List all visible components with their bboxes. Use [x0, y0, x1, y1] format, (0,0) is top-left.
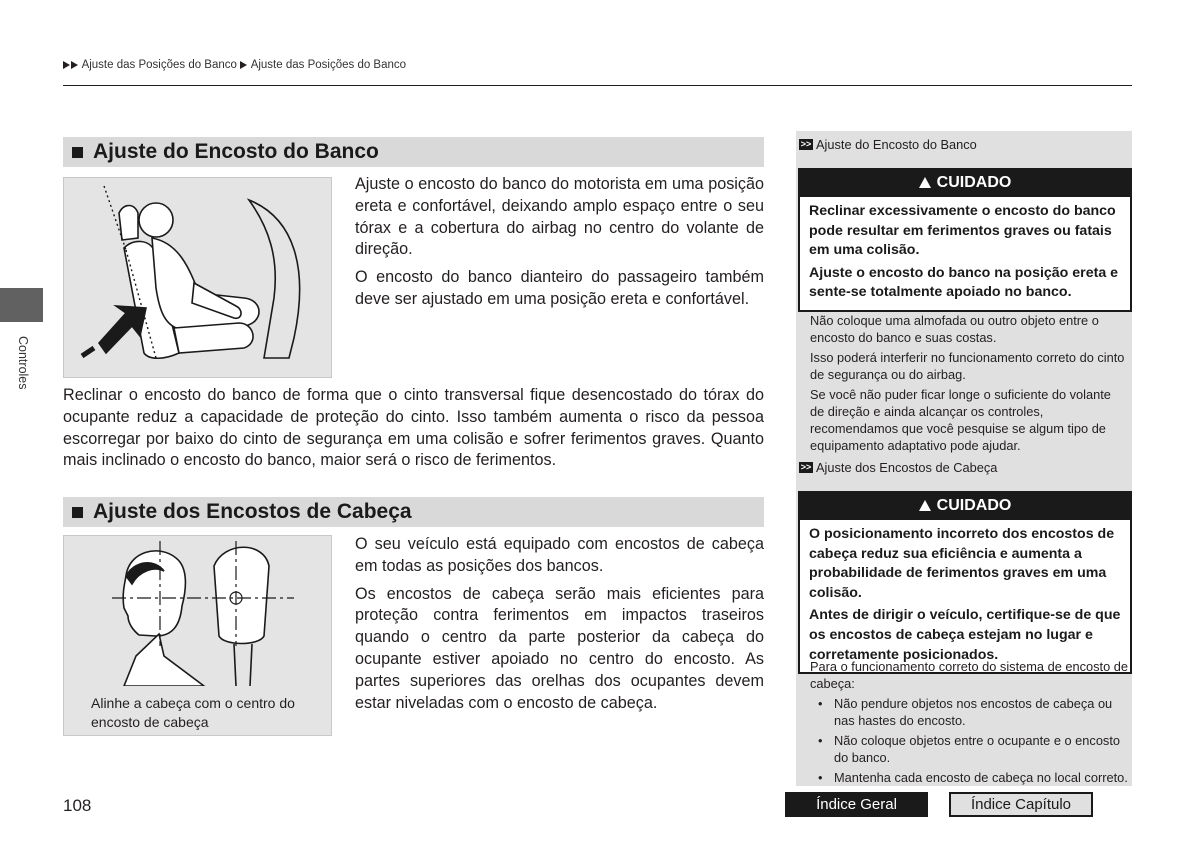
breadcrumb-item[interactable]: Ajuste das Posições do Banco [250, 59, 407, 71]
xref-label: Ajuste do Encosto do Banco [816, 137, 977, 152]
section-heading-text: Ajuste dos Encostos de Cabeça [93, 500, 412, 523]
note-paragraph: Não coloque uma almofada ou outro objeto entre o encosto do banco e suas costas. [810, 313, 1099, 345]
figure-caption: Alinhe a cabeça com o centro do encosto de cabeça [91, 695, 295, 730]
section1-full-paragraph [63, 385, 764, 478]
seatback-figure-icon [64, 178, 331, 377]
xref-arrow-icon: >> [800, 139, 812, 149]
breadcrumb-arrow-icon [71, 61, 78, 69]
general-index-button[interactable]: Índice Geral [785, 792, 928, 817]
breadcrumb-item[interactable]: Ajuste das Posições do Banco [81, 59, 237, 71]
xref-link-seat-back[interactable] [799, 137, 977, 152]
section-heading-head-restraints [63, 497, 764, 527]
list-item: • Não pendure objetos nos encostos de cabeça ou nas hastes do encosto. [810, 695, 1132, 729]
chapter-tab-label-text: Controles [16, 336, 30, 390]
heading-square-icon [72, 147, 83, 158]
page-number: 108 [63, 796, 92, 815]
chapter-tab-marker [0, 288, 43, 322]
breadcrumb-arrow-icon [63, 61, 70, 69]
caution-title: CUIDADO [936, 173, 1012, 191]
xref-link-head-restraints[interactable] [799, 460, 997, 475]
paragraph: Reclinar o encosto do banco de forma que o cinto transversal fique desencostado do tórax do ocupante reduz a capacidade de proteção do cinto. Isso também aumenta o risco da pessoa escorregar por baixo do cinto de segurança em uma colisão e sofrer ferimentos graves. Quanto mais inclinado o encosto do banco, maior será o risco de ferimentos. [63, 386, 764, 470]
warning-triangle-icon [919, 500, 931, 511]
note-paragraph: Se você não puder ficar longe o suficiente do volante de direção e ainda alcançar os controles, recomendamos que você pesquise se algum tipo de equipamento adaptativo pode ajudar. [810, 387, 1111, 453]
section-heading-seat-back [63, 137, 764, 167]
sidebar-notes-2 [810, 658, 1132, 789]
warning-triangle-icon [919, 177, 931, 188]
header-divider [63, 85, 1132, 86]
caution-paragraph: Antes de dirigir o veículo, certifique-se de que os encostos de cabeça estejam no lugar e corretamente posicionados. [809, 607, 1121, 663]
head-restraint-illustration [63, 535, 332, 736]
note-bullet-list [810, 695, 1132, 786]
section-heading-text: Ajuste do Encosto do Banco [93, 140, 379, 163]
seat-back-illustration [63, 177, 332, 378]
caution-title: CUIDADO [936, 496, 1012, 514]
paragraph: Ajuste o encosto do banco do motorista em uma posição ereta e confortável, deixando amplo espaço entre o seu tórax e a cobertura do airbag no centro do volante de direção. [355, 175, 764, 259]
section1-text [355, 174, 764, 317]
caution-header [798, 168, 1132, 197]
xref-arrow-icon: >> [800, 462, 812, 472]
caution-header [798, 491, 1132, 520]
caution-body [798, 520, 1132, 674]
caution-box-2 [798, 491, 1132, 674]
paragraph: Os encostos de cabeça serão mais eficientes para proteção contra ferimentos em impactos traseiros quando o centro da parte posterior da cabeça do ocupante estiver apoiado no centro do encosto. As partes superiores das orelhas dos ocupantes devem estar niveladas com o encosto de cabeça. [355, 584, 764, 712]
note-paragraph: Isso poderá interferir no funcionamento correto do cinto de segurança ou do airbag. [810, 350, 1125, 382]
section2-text [355, 534, 764, 720]
paragraph: O seu veículo está equipado com encostos de cabeça em todas as posições dos bancos. [355, 535, 764, 575]
chapter-tab-label [14, 336, 34, 416]
sidebar-notes-1 [810, 312, 1126, 457]
caution-body [798, 197, 1132, 312]
breadcrumb-arrow-icon [240, 61, 247, 69]
paragraph: O encosto do banco dianteiro do passageiro também deve ser ajustado em uma posição ereta e confortável. [355, 268, 764, 308]
chapter-index-button[interactable]: Índice Capítulo [949, 792, 1093, 817]
caution-box-1 [798, 168, 1132, 312]
xref-label: Ajuste dos Encostos de Cabeça [816, 460, 998, 475]
caution-paragraph: O posicionamento incorreto dos encostos de cabeça reduz sua eficiência e aumenta a probabilidade de ferimentos graves em uma colisão. [809, 526, 1115, 601]
caution-paragraph: Ajuste o encosto do banco na posição ereta e sente-se totalmente apoiado no banco. [809, 264, 1119, 301]
head-restraint-figure-icon [64, 536, 331, 686]
caution-paragraph: Reclinar excessivamente o encosto do banco pode resultar em ferimentos graves ou fatais em uma colisão. [809, 203, 1116, 259]
heading-square-icon [72, 507, 83, 518]
list-item: • Mantenha cada encosto de cabeça no local correto. [810, 769, 1132, 786]
breadcrumb [63, 59, 406, 71]
list-item: • Não coloque objetos entre o ocupante e o encosto do banco. [810, 732, 1132, 766]
note-paragraph: Para o funcionamento correto do sistema de encosto de cabeça: [810, 659, 1128, 691]
